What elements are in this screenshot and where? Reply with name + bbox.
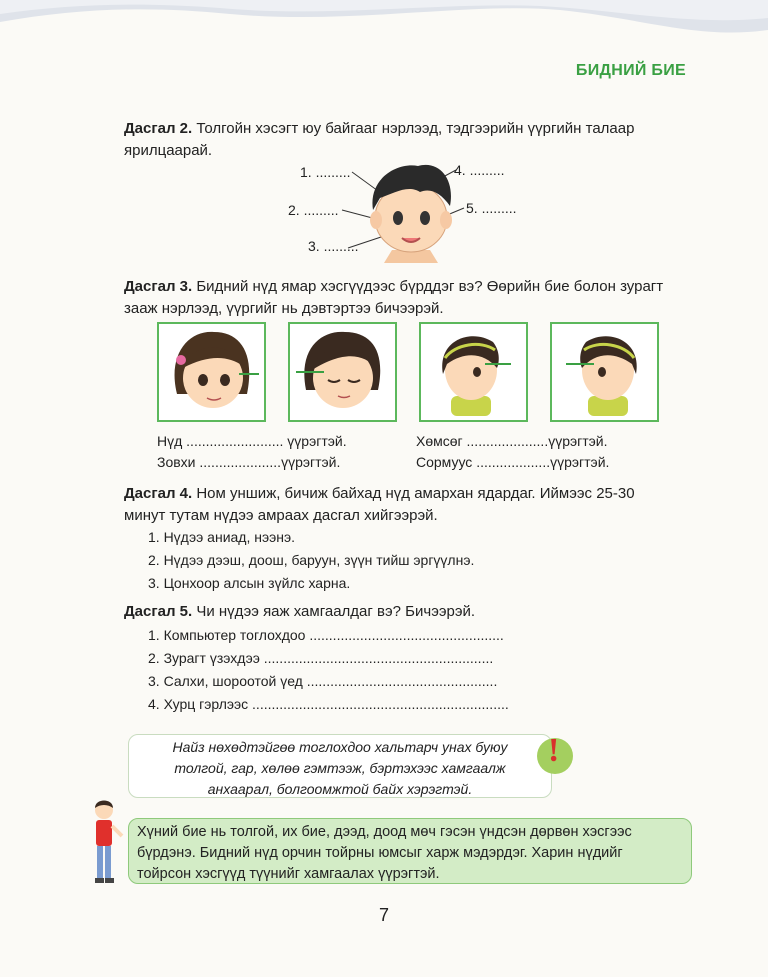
summary-line-3: тойрсон хэсгүүд түүнийг хамгаалах үүрэгтэй. [137, 866, 440, 882]
list-item: 1. Компьютер тоглохдоо .................................................. [148, 627, 504, 643]
exercise-5-list [148, 624, 509, 716]
eye-pictures-row [157, 322, 667, 422]
exercise-3-text [124, 276, 690, 320]
note-line-1: Найз нөхөдтэйгөө тоглохдоо хальтарч унах буюу [172, 739, 508, 755]
summary-line-1: Хүний бие нь толгой, их бие, дээд, доод мөч гэсэн үндсэн дөрвөн хэсгээс [137, 824, 632, 840]
boy-head-figure [280, 158, 530, 263]
list-item: 1. Нүдээ аниад, нээнэ. [148, 529, 296, 545]
exercise-4-text [124, 483, 690, 527]
exercise-3-label: Дасгал 3. [124, 278, 193, 295]
exercise-3-line2: зааж нэрлээд, үүргийг нь дэвтэртээ бичээрэй. [124, 300, 444, 317]
list-item: 2. Зурагт үзэхдээ ........................................................... [148, 650, 494, 666]
girl-side-picture-2 [550, 322, 659, 422]
girl-side-picture-1 [419, 322, 528, 422]
head-label-2: 2. ......... [288, 202, 339, 218]
exercise-4-line2: минут тутам нүдээ амраах дасгал хийгээрэй. [124, 507, 438, 524]
chapter-title: БИДНИЙ БИЕ [575, 62, 686, 79]
exercise-5-line: Чи нүдээ яаж хамгаалдаг вэ? Бичээрэй. [192, 603, 476, 620]
girl-face-picture-1 [157, 322, 266, 422]
warning-symbol: ! [548, 732, 560, 769]
top-wave-decoration [0, 0, 768, 60]
exercise-4-label: Дасгал 4. [124, 485, 193, 502]
summary-line-2: бүрдэнэ. Бидний нүд орчин тойрны юмсыг харж мэдэрдэг. Харин нүдийг [137, 845, 623, 861]
warning-icon [537, 732, 573, 774]
fill-eyebrow: Хөмсөг .....................үүрэгтэй. [416, 433, 608, 449]
head-label-3: 3. ......... [308, 238, 359, 254]
exercise-3-line1: Бидний нүд ямар хэсгүүдээс бүрддэг вэ? Өөрийн бие болон зурагт [192, 278, 664, 295]
fill-eye: Нүд ......................... үүрэгтэй. [157, 433, 347, 449]
list-item: 3. Салхи, шороотой үед ................................................. [148, 673, 498, 689]
safety-note [128, 734, 552, 798]
exercise-5-text [124, 601, 690, 623]
fill-eyelash: Сормуус ...................үүрэгтэй. [416, 454, 610, 470]
exercise-2-text [124, 118, 690, 162]
head-label-4: 4. ......... [454, 162, 505, 178]
head-label-1: 1. ......... [300, 164, 351, 180]
exercise-4-line1: Ном уншиж, бичиж байхад нүд амархан ядардаг. Иймээс 25-30 [192, 485, 635, 502]
exercise-2-line1: Толгойн хэсэгт юу байгааг нэрлээд, тэдгээрийн үүргийн талаар [192, 120, 635, 137]
note-line-2: толгой, гар, хөлөө гэмтээж, бэртэхээс хамгаалж [174, 760, 506, 776]
head-label-5: 5. ......... [466, 200, 517, 216]
exercise-4-list [148, 526, 474, 595]
list-item: 2. Нүдээ дээш, доош, баруун, зүүн тийш эргүүлнэ. [148, 552, 475, 568]
exercise-5-label: Дасгал 5. [124, 603, 193, 620]
girl-face-picture-2 [288, 322, 397, 422]
page-number: 7 [378, 905, 389, 925]
fill-eyelid: Зовхи .....................үүрэгтэй. [157, 454, 341, 470]
exercise-2-label: Дасгал 2. [124, 120, 193, 137]
exercise-2-line2: ярилцаарай. [124, 142, 213, 159]
list-item: 4. Хурц гэрлээс .................................................................. [148, 696, 509, 712]
summary-box [128, 818, 692, 884]
boy-standing-illustration [86, 796, 126, 886]
note-line-3: анхаарал, болгоомжтой байх хэрэгтэй. [207, 781, 473, 797]
list-item: 3. Цонхоор алсын зүйлс харна. [148, 575, 351, 591]
